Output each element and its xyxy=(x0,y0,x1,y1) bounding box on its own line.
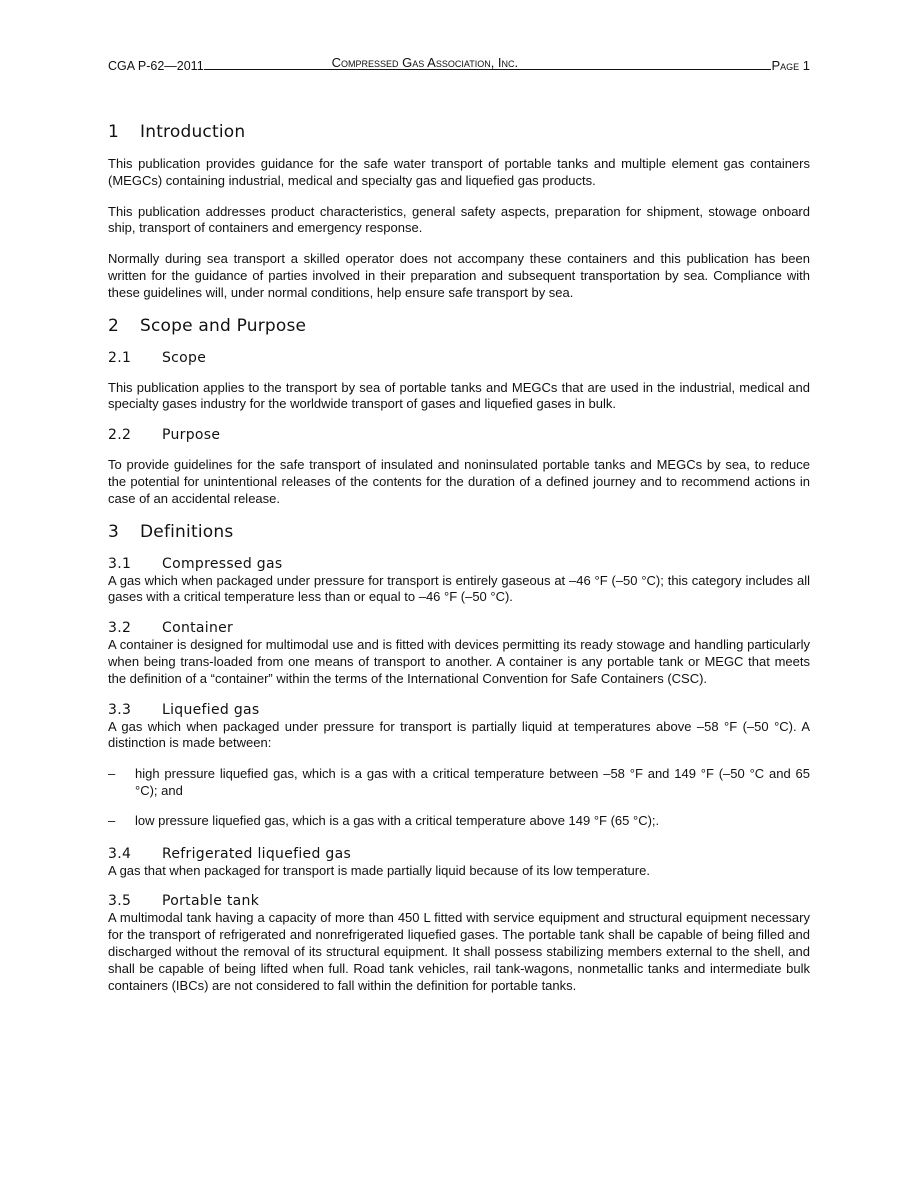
list-item-text: high pressure liquefied gas, which is a gas with a critical temperature between –58 °F and 149 °F (–50 °C and 65 °C); and xyxy=(135,766,810,798)
paragraph: This publication provides guidance for the safe water transport of portable tanks and multiple element gas containers (MEGCs) containing industrial, medical and specialty gas and liquefied gas products. xyxy=(108,156,810,188)
subsection-title: Container xyxy=(162,620,234,637)
subsection-number: 2.2 xyxy=(108,427,132,444)
organization-name: Compressed Gas Association, Inc. xyxy=(331,55,519,70)
document-id: CGA P-62—2011 xyxy=(108,59,204,73)
definition-text: A container is designed for multimodal use and is fitted with devices permitting its ready stowage and handling particularly when being trans-loaded from one means of transport to another. A container is any portable tank or MEGC that meets the definition of a “container” within the terms of the International Convention for Safe Containers (CSC). xyxy=(108,637,810,686)
subsection-title: Scope xyxy=(162,349,207,366)
document-body xyxy=(108,122,810,1008)
section-heading-introduction xyxy=(108,122,810,142)
section-number: 3 xyxy=(108,521,120,542)
paragraph: To provide guidelines for the safe transport of insulated and noninsulated portable tanks and MEGCs by sea, to reduce the potential for unintentional releases of the contents for the duration of a defined journey and to recommend actions in case of an accidental release. xyxy=(108,457,810,506)
subsection-number: 3.4 xyxy=(108,845,132,862)
list-item xyxy=(108,813,810,830)
list-item xyxy=(108,766,810,800)
definition-text: A gas that when packaged for transport is made partially liquid because of its low temperature. xyxy=(108,862,650,878)
subsection-number: 3.5 xyxy=(108,893,132,910)
definition-heading-portable-tank xyxy=(108,893,810,909)
definition-heading-liquefied-gas xyxy=(108,702,810,718)
paragraph: This publication addresses product characteristics, general safety aspects, preparation for shipment, stowage onboard ship, transport of containers and emergency response. xyxy=(108,203,810,236)
section-heading-scope-and-purpose xyxy=(108,316,810,336)
subsection-title: Purpose xyxy=(162,427,221,444)
subsection-title: Portable tank xyxy=(162,893,260,910)
definition-heading-compressed-gas xyxy=(108,556,810,572)
header-rule xyxy=(204,55,772,70)
section-title: Scope and Purpose xyxy=(140,315,307,336)
list-dash: – xyxy=(108,812,116,828)
section-heading-definitions xyxy=(108,522,810,542)
section-title: Definitions xyxy=(140,521,234,542)
subsection-number: 2.1 xyxy=(108,349,132,366)
paragraph: This publication applies to the transport by sea of portable tanks and MEGCs that are used in the industrial, medical and specialty gases industry for the worldwide transport of gases and liquefied gases in bulk. xyxy=(108,379,810,412)
list-item-text: low pressure liquefied gas, which is a gas with a critical temperature above 149 °F (65 °C);. xyxy=(135,812,660,828)
subsection-title: Liquefied gas xyxy=(162,701,260,718)
subsection-heading-purpose xyxy=(108,427,810,443)
section-number: 2 xyxy=(108,315,120,336)
subsection-title: Refrigerated liquefied gas xyxy=(162,845,352,862)
subsection-number: 3.2 xyxy=(108,620,132,637)
subsection-title: Compressed gas xyxy=(162,555,283,572)
subsection-heading-scope xyxy=(108,350,810,366)
definition-heading-container xyxy=(108,620,810,636)
list-dash: – xyxy=(108,766,116,782)
definition-text: A gas which when packaged under pressure for transport is partially liquid at temperatures above –58 °F (–50 °C). A distinction is made between: xyxy=(108,718,810,751)
section-title: Introduction xyxy=(140,122,246,142)
definition-text: A gas which when packaged under pressure for transport is entirely gaseous at –46 °F (–50 °C); this category includes all gases with a critical temperature less than or equal to –46 °F (–50 °C). xyxy=(108,572,810,605)
section-number: 1 xyxy=(108,122,120,142)
subsection-number: 3.1 xyxy=(108,555,132,572)
page-number: Page 1 xyxy=(771,58,810,73)
paragraph: Normally during sea transport a skilled operator does not accompany these containers and this publication has been written for the guidance of parties involved in their preparation and subsequent transportation by sea. Compliance with these guidelines will, under normal conditions, help ensure safe transport by sea. xyxy=(108,251,810,300)
definition-heading-refrigerated-liquefied-gas xyxy=(108,846,810,862)
definition-text: A multimodal tank having a capacity of more than 450 L fitted with service equipment and structural equipment necessary for the transport of refrigerated and nonrefrigerated liquefied gases. The portable tank shall be capable of being filled and discharged without the removal of its structural equipment. It shall possess stabilizing members external to the shell, and shall be capable of being lifted when full. Road tank vehicles, rail tank-wagons, nonmetallic tanks and intermediate bulk containers (IBCs) are not considered to fall within the definition for portable tanks. xyxy=(108,910,810,993)
page-header xyxy=(108,55,810,73)
subsection-number: 3.3 xyxy=(108,701,132,718)
